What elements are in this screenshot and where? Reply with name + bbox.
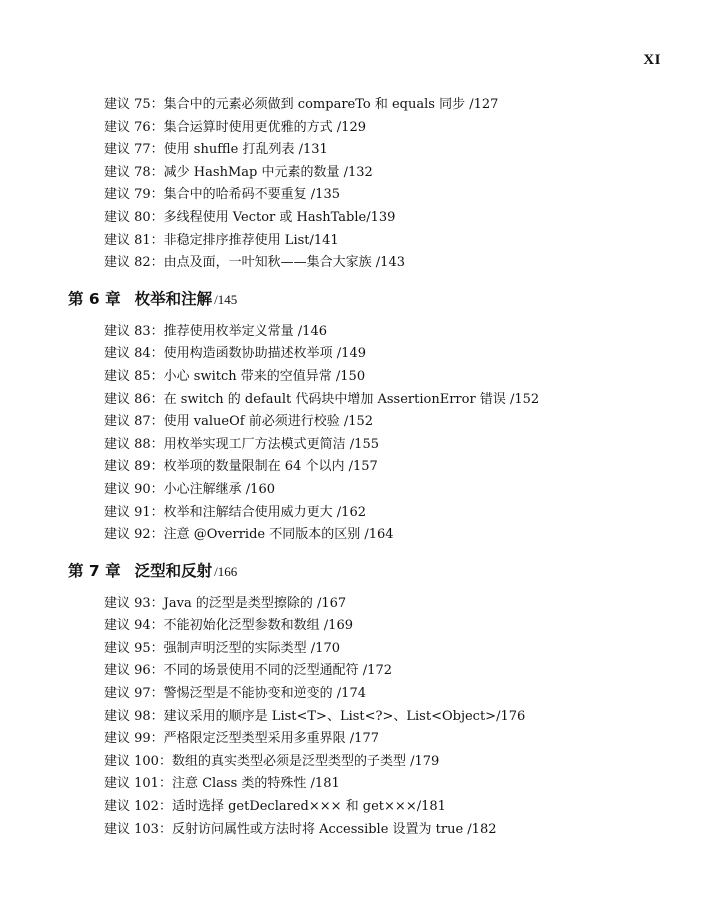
chapter-title: 泛型和反射 (134, 561, 213, 580)
toc-entry-88[interactable]: 建议 88：用枚举实现工厂方法模式更简洁 /155 (104, 436, 379, 452)
toc-entry-103[interactable]: 建议 103：反射访问属性或方法时将 Accessible 设置为 true /182 (104, 821, 497, 837)
toc-entry-81[interactable]: 建议 81：非稳定排序推荐使用 List/141 (104, 232, 339, 248)
toc-entry-91[interactable]: 建议 91：枚举和注解结合使用威力更大 /162 (104, 504, 366, 520)
chapter-number: 第 6 章 (68, 289, 121, 308)
table-of-contents (0, 94, 701, 841)
chapter-number: 第 7 章 (68, 561, 121, 580)
toc-entry-102[interactable]: 建议 102：适时选择 getDeclared××× 和 get×××/181 (104, 799, 446, 815)
toc-entry-80[interactable]: 建议 80：多线程使用 Vector 或 HashTable/139 (104, 209, 396, 225)
toc-entry-82[interactable]: 建议 82：由点及面，一叶知秋——集合大家族 /143 (104, 255, 405, 271)
toc-entry-78[interactable]: 建议 78：减少 HashMap 中元素的数量 /132 (104, 164, 373, 180)
toc-entry-76[interactable]: 建议 76：集合运算时使用更优雅的方式 /129 (104, 119, 366, 135)
toc-entry-98[interactable]: 建议 98：建议采用的顺序是 List<T>、List<?>、List<Object>/176 (104, 708, 526, 724)
toc-entry-94[interactable]: 建议 94：不能初始化泛型参数和数组 /169 (104, 618, 353, 634)
toc-group-chapter-6 (0, 321, 701, 547)
toc-entry-101[interactable]: 建议 101：注意 Class 类的特殊性 /181 (104, 776, 340, 792)
toc-entry-85[interactable]: 建议 85：小心 switch 带来的空值异常 /150 (104, 368, 366, 384)
toc-entry-89[interactable]: 建议 89：枚举项的数量限制在 64 个以内 /157 (104, 459, 378, 475)
toc-entry-100[interactable]: 建议 100：数组的真实类型必须是泛型类型的子类型 /179 (104, 753, 440, 769)
toc-entry-96[interactable]: 建议 96：不同的场景使用不同的泛型通配符 /172 (104, 663, 392, 679)
toc-entry-87[interactable]: 建议 87：使用 valueOf 前必须进行校验 /152 (104, 414, 374, 430)
toc-group-chapter-7 (0, 593, 701, 842)
toc-entry-97[interactable]: 建议 97：警惕泛型是不能协变和逆变的 /174 (104, 686, 366, 702)
toc-entry-79[interactable]: 建议 79：集合中的哈希码不要重复 /135 (104, 187, 340, 203)
page-number: XI (643, 52, 661, 68)
toc-entry-75[interactable]: 建议 75：集合中的元素必须做到 compareTo 和 equals 同步 /127 (104, 97, 499, 112)
toc-entry-77[interactable]: 建议 77：使用 shuffle 打乱列表 /131 (104, 142, 328, 158)
chapter-page: /145 (214, 291, 238, 307)
chapter-page: /166 (214, 563, 238, 579)
toc-entry-83[interactable]: 建议 83：推荐使用枚举定义常量 /146 (104, 323, 327, 339)
chapter-heading-7[interactable] (0, 557, 701, 585)
toc-group-continued (0, 94, 701, 275)
chapter-title: 枚举和注解 (134, 289, 213, 308)
toc-entry-86[interactable]: 建议 86：在 switch 的 default 代码块中增加 AssertionError 错误 /152 (104, 391, 540, 407)
toc-entry-84[interactable]: 建议 84：使用构造函数协助描述枚举项 /149 (104, 346, 366, 362)
toc-entry-90[interactable]: 建议 90：小心注解继承 /160 (104, 481, 275, 497)
toc-entry-92[interactable]: 建议 92：注意 @Override 不同版本的区别 /164 (104, 527, 394, 543)
chapter-heading-6[interactable] (0, 285, 701, 313)
toc-entry-99[interactable]: 建议 99：严格限定泛型类型采用多重界限 /177 (104, 731, 379, 747)
toc-entry-95[interactable]: 建议 95：强制声明泛型的实际类型 /170 (104, 640, 340, 656)
toc-entry-93[interactable]: 建议 93：Java 的泛型是类型擦除的 /167 (104, 595, 347, 611)
